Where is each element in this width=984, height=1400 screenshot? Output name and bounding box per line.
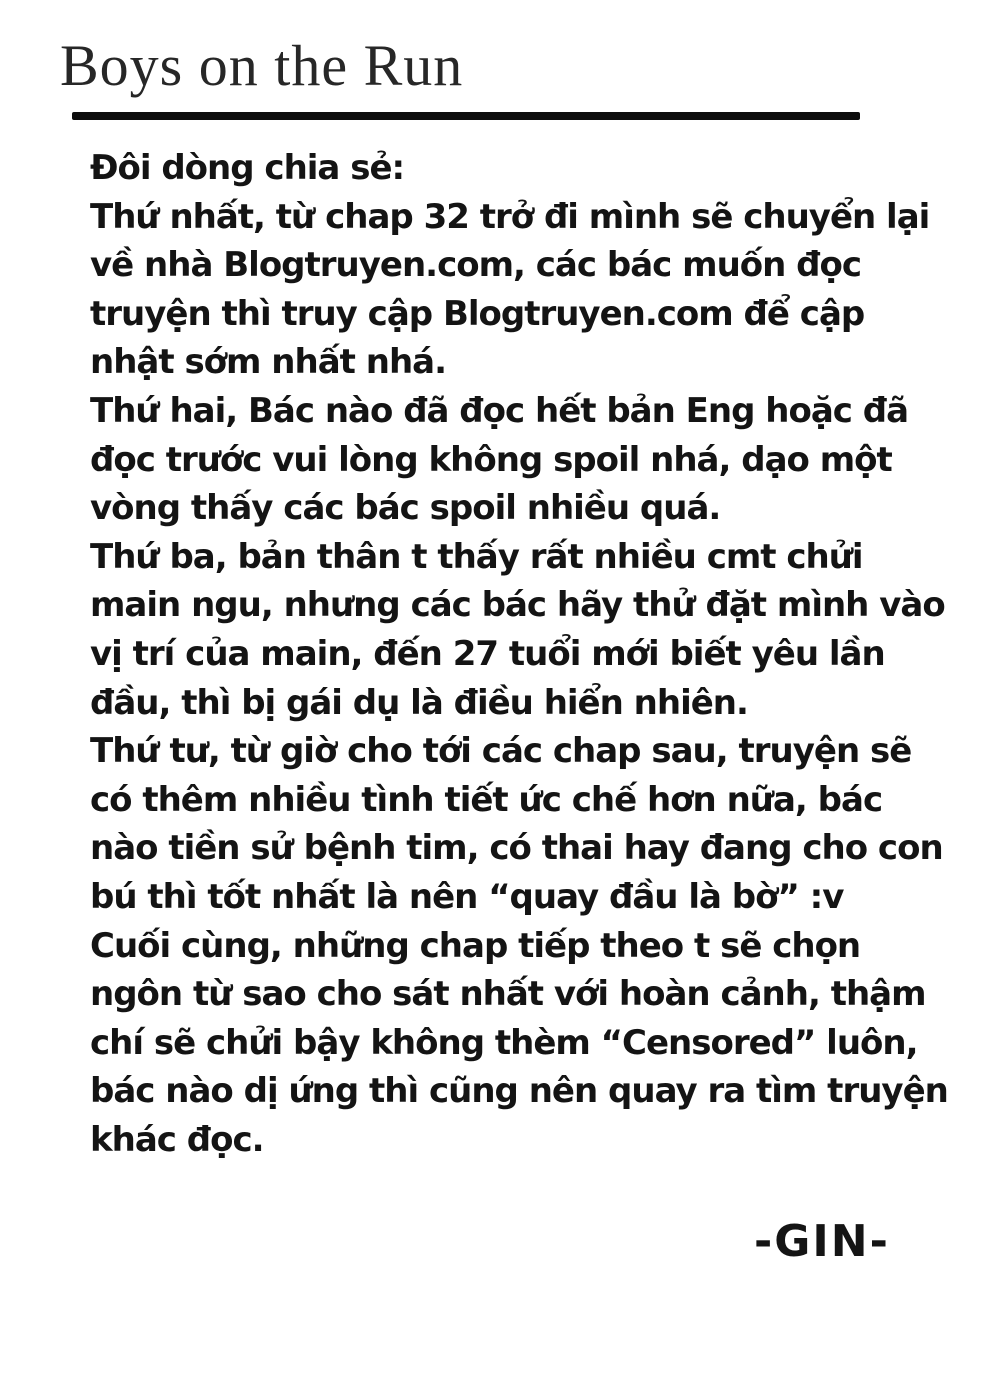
text-line: truyện thì truy cập Blogtruyen.com để cập <box>90 293 865 334</box>
text-line: Thứ nhất, từ chap 32 trở đi mình sẽ chuyển lại <box>90 196 930 237</box>
text-line: vị trí của main, đến 27 tuổi mới biết yêu lần <box>90 633 885 674</box>
text-line: bác nào dị ứng thì cũng nên quay ra tìm truyện <box>90 1071 948 1112</box>
text-line: ngôn từ sao cho sát nhất với hoàn cảnh, thậm <box>90 974 926 1015</box>
note-lines <box>90 193 950 1165</box>
page-title: Boys on the Run <box>60 33 464 98</box>
text-line: Thứ ba, bản thân t thấy rất nhiều cmt chửi <box>90 536 863 577</box>
text-line: đầu, thì bị gái dụ là điều hiển nhiên. <box>90 682 748 723</box>
text-line: khác đọc. <box>90 1119 264 1160</box>
note-heading: Đôi dòng chia sẻ: <box>90 148 405 188</box>
text-line: có thêm nhiều tình tiết ức chế hơn nữa, bác <box>90 779 883 820</box>
title-divider <box>72 112 860 120</box>
translator-note <box>90 144 950 1164</box>
text-line: main ngu, nhưng các bác hãy thử đặt mình vào <box>90 585 945 626</box>
text-line: vòng thấy các bác spoil nhiều quá. <box>90 488 721 529</box>
text-line: Thứ tư, từ giờ cho tới các chap sau, truyện sẽ <box>90 731 912 772</box>
text-line: Thứ hai, Bác nào đã đọc hết bản Eng hoặc đã <box>90 390 909 431</box>
text-line: Cuối cùng, những chap tiếp theo t sẽ chọn <box>90 925 861 966</box>
text-line: bú thì tốt nhất là nên “quay đầu là bờ” :v <box>90 876 844 917</box>
text-line: nào tiền sử bệnh tim, có thai hay đang cho con <box>90 828 943 869</box>
text-line: chí sẽ chửi bậy không thèm “Censored” luôn, <box>90 1022 918 1063</box>
text-line: về nhà Blogtruyen.com, các bác muốn đọc <box>90 245 862 286</box>
text-line: nhật sớm nhất nhá. <box>90 342 447 383</box>
text-line: đọc trước vui lòng không spoil nhá, dạo một <box>90 439 892 480</box>
signature: -GIN- <box>754 1216 890 1267</box>
